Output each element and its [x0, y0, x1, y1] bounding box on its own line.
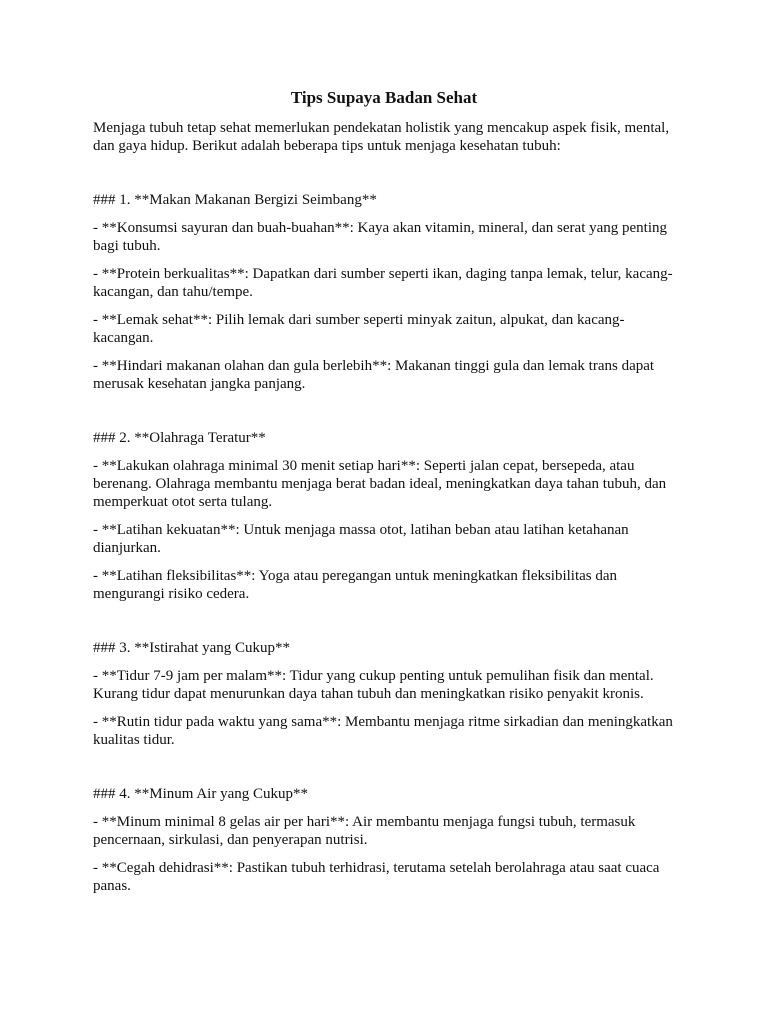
section-spacer	[93, 403, 675, 429]
list-item: - **Hindari makanan olahan dan gula berlebih**: Makanan tinggi gula dan lemak trans dapat merusak kesehatan jangka panjang.	[93, 358, 655, 392]
intro-paragraph: Menjaga tubuh tetap sehat memerlukan pendekatan holistik yang mencakup aspek fisik, mental, dan gaya hidup. Berikut adalah beberapa tips untuk menjaga kesehatan tubuh:	[93, 120, 670, 154]
section-nutrition	[93, 191, 675, 393]
list-item: - **Lemak sehat**: Pilih lemak dari sumber seperti minyak zaitun, alpukat, dan kacang-kacangan.	[93, 312, 625, 346]
section-exercise	[93, 429, 675, 603]
list-item: - **Latihan kekuatan**: Untuk menjaga massa otot, latihan beban atau latihan ketahanan dianjurkan.	[93, 522, 629, 556]
document-title: Tips Supaya Badan Sehat	[290, 88, 478, 107]
list-item: - **Rutin tidur pada waktu yang sama**: Membantu menjaga ritme sirkadian dan meningkatkan kualitas tidur.	[93, 714, 673, 748]
section-heading: ### 2. **Olahraga Teratur**	[93, 430, 266, 446]
section-spacer	[93, 613, 675, 639]
section-spacer	[93, 759, 675, 785]
list-item: - **Latihan fleksibilitas**: Yoga atau peregangan untuk meningkatkan fleksibilitas dan mengurangi risiko cedera.	[93, 568, 618, 602]
list-item: - **Minum minimal 8 gelas air per hari**: Air membantu menjaga fungsi tubuh, termasuk pencernaan, sirkulasi, dan penyerapan nutrisi.	[93, 814, 636, 848]
section-rest	[93, 639, 675, 749]
list-item: - **Lakukan olahraga minimal 30 menit setiap hari**: Seperti jalan cepat, bersepeda, atau berenang. Olahraga membantu menjaga berat badan ideal, meningkatkan daya tahan tubuh, dan memperkuat otot serta tulang.	[93, 458, 667, 510]
list-item: - **Tidur 7-9 jam per malam**: Tidur yang cukup penting untuk pemulihan fisik dan mental. Kurang tidur dapat menurunkan daya tahan tubuh dan meningkatkan risiko penyakit kronis.	[93, 668, 654, 702]
list-item: - **Protein berkualitas**: Dapatkan dari sumber seperti ikan, daging tanpa lemak, telur, kacang-kacangan, dan tahu/tempe.	[93, 266, 673, 300]
list-item: - **Cegah dehidrasi**: Pastikan tubuh terhidrasi, terutama setelah berolahraga atau saat cuaca panas.	[93, 860, 660, 894]
section-heading: ### 3. **Istirahat yang Cukup**	[93, 640, 291, 656]
section-hydration	[93, 785, 675, 895]
list-item: - **Konsumsi sayuran dan buah-buahan**: Kaya akan vitamin, mineral, dan serat yang penting bagi tubuh.	[93, 220, 668, 254]
document-body	[93, 88, 675, 905]
section-heading: ### 1. **Makan Makanan Bergizi Seimbang**	[93, 192, 377, 208]
section-heading: ### 4. **Minum Air yang Cukup**	[93, 786, 309, 802]
